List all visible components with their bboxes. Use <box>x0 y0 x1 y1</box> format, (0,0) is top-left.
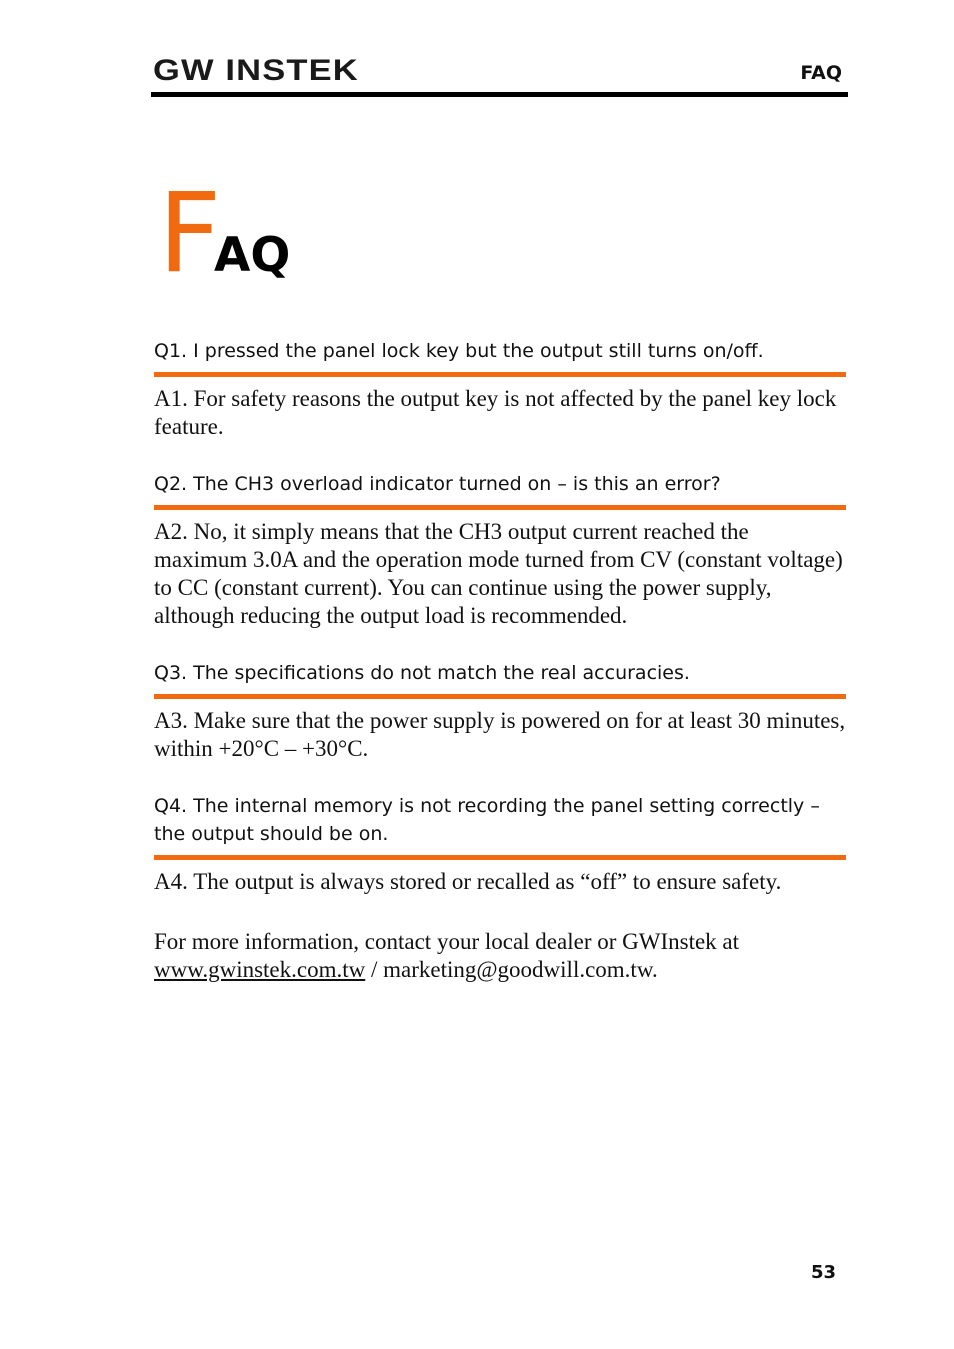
faq-question: Q2. The CH3 overload indicator turned on – is this an error? <box>154 470 846 510</box>
contact-intro: For more information, contact your local dealer or GWInstek at <box>154 929 740 954</box>
gw-instek-logo: GW INSTEK <box>153 54 359 87</box>
page-number: 53 <box>810 1262 836 1283</box>
contact-separator: / <box>365 957 384 982</box>
faq-answer: A1. For safety reasons the output key is not affected by the panel key lock feature. <box>154 386 837 439</box>
chapter-title-rest: AQ <box>214 228 291 283</box>
faq-item-3 <box>154 659 846 763</box>
faq-item-4 <box>154 792 846 896</box>
contact-info <box>154 928 846 984</box>
page-header <box>151 54 848 100</box>
email-address: marketing@goodwill.com.tw. <box>383 957 658 982</box>
section-label: FAQ <box>800 62 842 84</box>
faq-question: Q1. I pressed the panel lock key but the output still turns on/off. <box>154 337 846 377</box>
faq-item-1 <box>154 337 846 441</box>
faq-item-2 <box>154 470 846 630</box>
faq-answer: A4. The output is always stored or recalled as “off” to ensure safety. <box>154 869 782 894</box>
faq-answer: A2. No, it simply means that the CH3 output current reached the maximum 3.0A and the operation mode turned from CV (constant voltage) to CC (constant current). You can continue using the power supply, although reducing the output load is recommended. <box>154 519 843 628</box>
faq-question: Q4. The internal memory is not recording the panel setting correctly – the output should be on. <box>154 792 846 860</box>
faq-question: Q3. The specifications do not match the real accuracies. <box>154 659 846 699</box>
header-divider <box>151 92 848 97</box>
faq-answer: A3. Make sure that the power supply is powered on for at least 30 minutes, within +20°C – +30°C. <box>154 708 846 761</box>
chapter-title-initial: F <box>158 169 222 297</box>
website-link[interactable]: www.gwinstek.com.tw <box>154 957 366 982</box>
